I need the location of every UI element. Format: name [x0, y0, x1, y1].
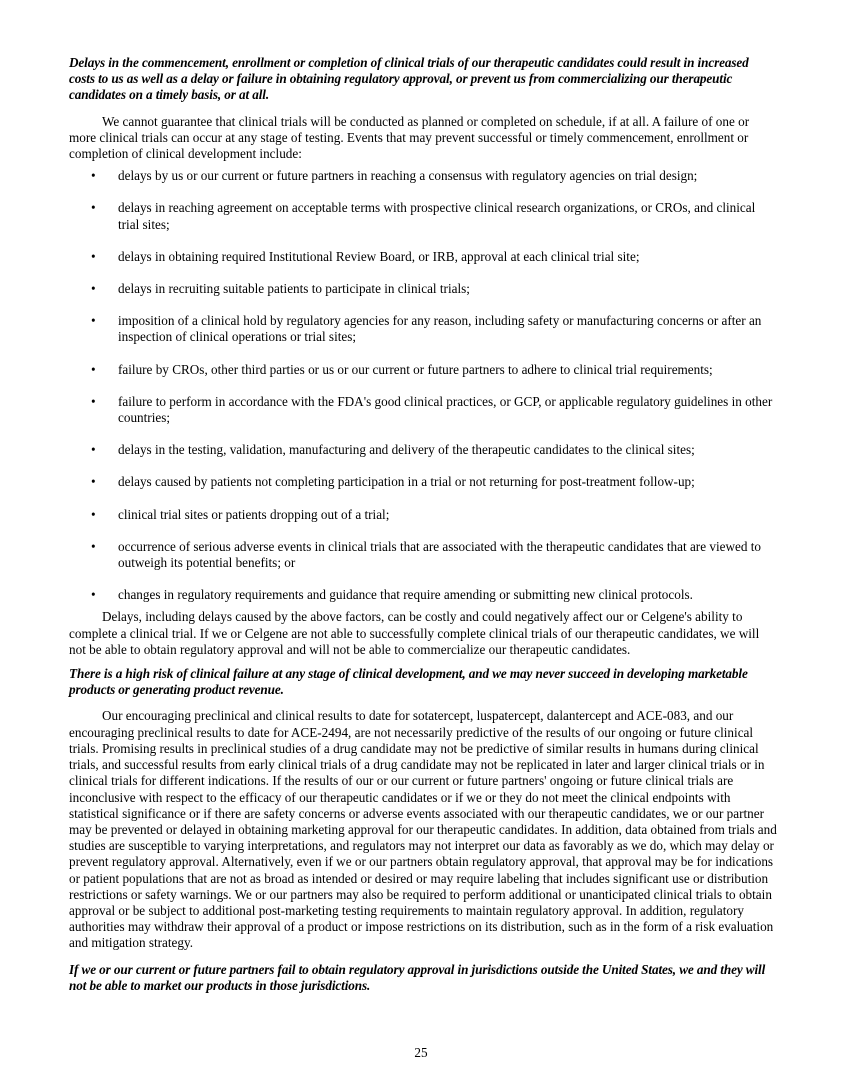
section-closing-paragraph: Delays, including delays caused by the above factors, can be costly and could negatively affect our or Celgene's ability to complete a clinical trial. If we or Celgene are not able to successfully complete clinical trials of our therapeutic candidates, we will not be able to obtain regulatory approval and will not be able to commercialize our therapeutic candidates. [69, 609, 760, 657]
bullet-icon: • [91, 587, 96, 603]
list-item-text: occurrence of serious adverse events in clinical trials that are associated with the therapeutic candidates that are viewed to outweigh its potential benefits; or [118, 538, 761, 571]
list-item-text: delays caused by patients not completing participation in a trial or not returning for post-treatment follow-up; [118, 474, 695, 490]
list-item [69, 539, 777, 571]
section-heading-clinical-failure-risk: There is a high risk of clinical failure at any stage of clinical development, and we may never succeed in developing marketable products or generating product revenue. [69, 666, 748, 698]
list-item [69, 474, 777, 490]
list-item [69, 168, 777, 184]
list-item [69, 507, 777, 523]
list-item-text: delays by us or our current or future partners in reaching a consensus with regulatory agencies on trial design; [118, 168, 698, 184]
bullet-icon: • [91, 506, 96, 522]
list-item [69, 281, 777, 297]
list-item-text: delays in obtaining required Institutional Review Board, or IRB, approval at each clinical trial site; [118, 248, 640, 264]
section-heading-clinical-trial-delays: Delays in the commencement, enrollment or completion of clinical trials of our therapeutic candidates could result in increased costs to us as well as a delay or failure in obtaining regulatory approval, or prevent us from commercializing our therapeutic candidates on a timely basis, or at all. [69, 55, 749, 103]
section-heading-foreign-approval: If we or our current or future partners fail to obtain regulatory approval in jurisdictions outside the United States, we and they will not be able to market our products in those jurisdictions. [69, 961, 766, 993]
list-item [69, 249, 777, 265]
list-item-text: imposition of a clinical hold by regulatory agencies for any reason, including safety or manufacturing concerns or after an inspection of clinical operations or trial sites; [118, 313, 762, 345]
list-item [69, 362, 777, 378]
bullet-icon: • [91, 538, 96, 554]
list-item-text: changes in regulatory requirements and guidance that require amending or submitting new clinical protocols. [118, 587, 693, 603]
list-item-text: clinical trial sites or patients dropping out of a trial; [118, 506, 390, 522]
list-item-text: delays in recruiting suitable patients to participate in clinical trials; [118, 281, 470, 297]
risk-events-list [69, 168, 777, 603]
bullet-icon: • [91, 313, 96, 329]
section-body-paragraph: Our encouraging preclinical and clinical results to date for sotatercept, luspatercept, dalantercept and ACE-083, and our encouraging preclinical results to date for ACE-2494, are not necessarily predictive of the results of our ongoing or future clinical trials. Promising results in preclinical studies of a drug candidate may not be predictive of similar results in humans during clinical trials, and successful results from early clinical trials of a drug candidate may not be replicated in later and larger clinical trials or in clinical trials for different indications. If the results of our or our current or future partners' ongoing or future clinical trials are inconclusive with respect to the efficacy of our therapeutic candidates or if we or they do not meet the clinical endpoints with statistical significance or if there are safety concerns or adverse events associated with our therapeutic candidates, we or our partner may be prevented or delayed in obtaining marketing approval for our therapeutic candidates. In addition, data obtained from trials and studies are susceptible to varying interpretations, and regulators may not interpret our data as favorably as we do, which may delay or prevent regulatory approval. Alternatively, even if we or our partners obtain regulatory approval, that approval may be for indications or patient populations that are not as broad as intended or desired or may require labeling that includes significant use or distribution restrictions or safety warnings. We or our partners may also be required to perform additional or unanticipated clinical trials to obtain approval or be subject to additional post-marketing testing requirements to maintain regulatory approval. In addition, regulatory authorities may withdraw their approval of a product or impose restrictions on its distribution, such as in the form of a risk evaluation and mitigation strategy. [69, 708, 777, 951]
bullet-icon: • [91, 361, 96, 377]
list-item-text: failure to perform in accordance with the FDA's good clinical practices, or GCP, or applicable regulatory guidelines in other countries; [118, 393, 773, 426]
bullet-icon: • [91, 474, 96, 490]
bullet-icon: • [91, 168, 96, 184]
list-item-text: delays in reaching agreement on acceptable terms with prospective clinical research organizations, or CROs, and clinical trial sites; [118, 200, 756, 232]
bullet-icon: • [91, 200, 96, 216]
bullet-icon: • [91, 248, 96, 264]
list-item [69, 442, 777, 458]
document-page [69, 55, 777, 1004]
list-item-text: failure by CROs, other third parties or us or our current or future partners to adhere to clinical trial requirements; [118, 361, 713, 377]
section-intro-paragraph: We cannot guarantee that clinical trials will be conducted as planned or completed on schedule, if at all. A failure of one or more clinical trials can occur at any stage of testing. Events that may prevent successful or timely commencement, enrollment or completion of clinical development include: [69, 113, 750, 162]
list-item [69, 587, 777, 603]
bullet-icon: • [91, 442, 96, 458]
bullet-icon: • [91, 393, 96, 409]
list-item [69, 394, 777, 426]
list-item-text: delays in the testing, validation, manufacturing and delivery of the therapeutic candidates to the clinical sites; [118, 442, 695, 458]
list-item [69, 200, 777, 232]
bullet-icon: • [91, 281, 96, 297]
list-item [69, 313, 777, 345]
page-number: 25 [414, 1045, 428, 1060]
